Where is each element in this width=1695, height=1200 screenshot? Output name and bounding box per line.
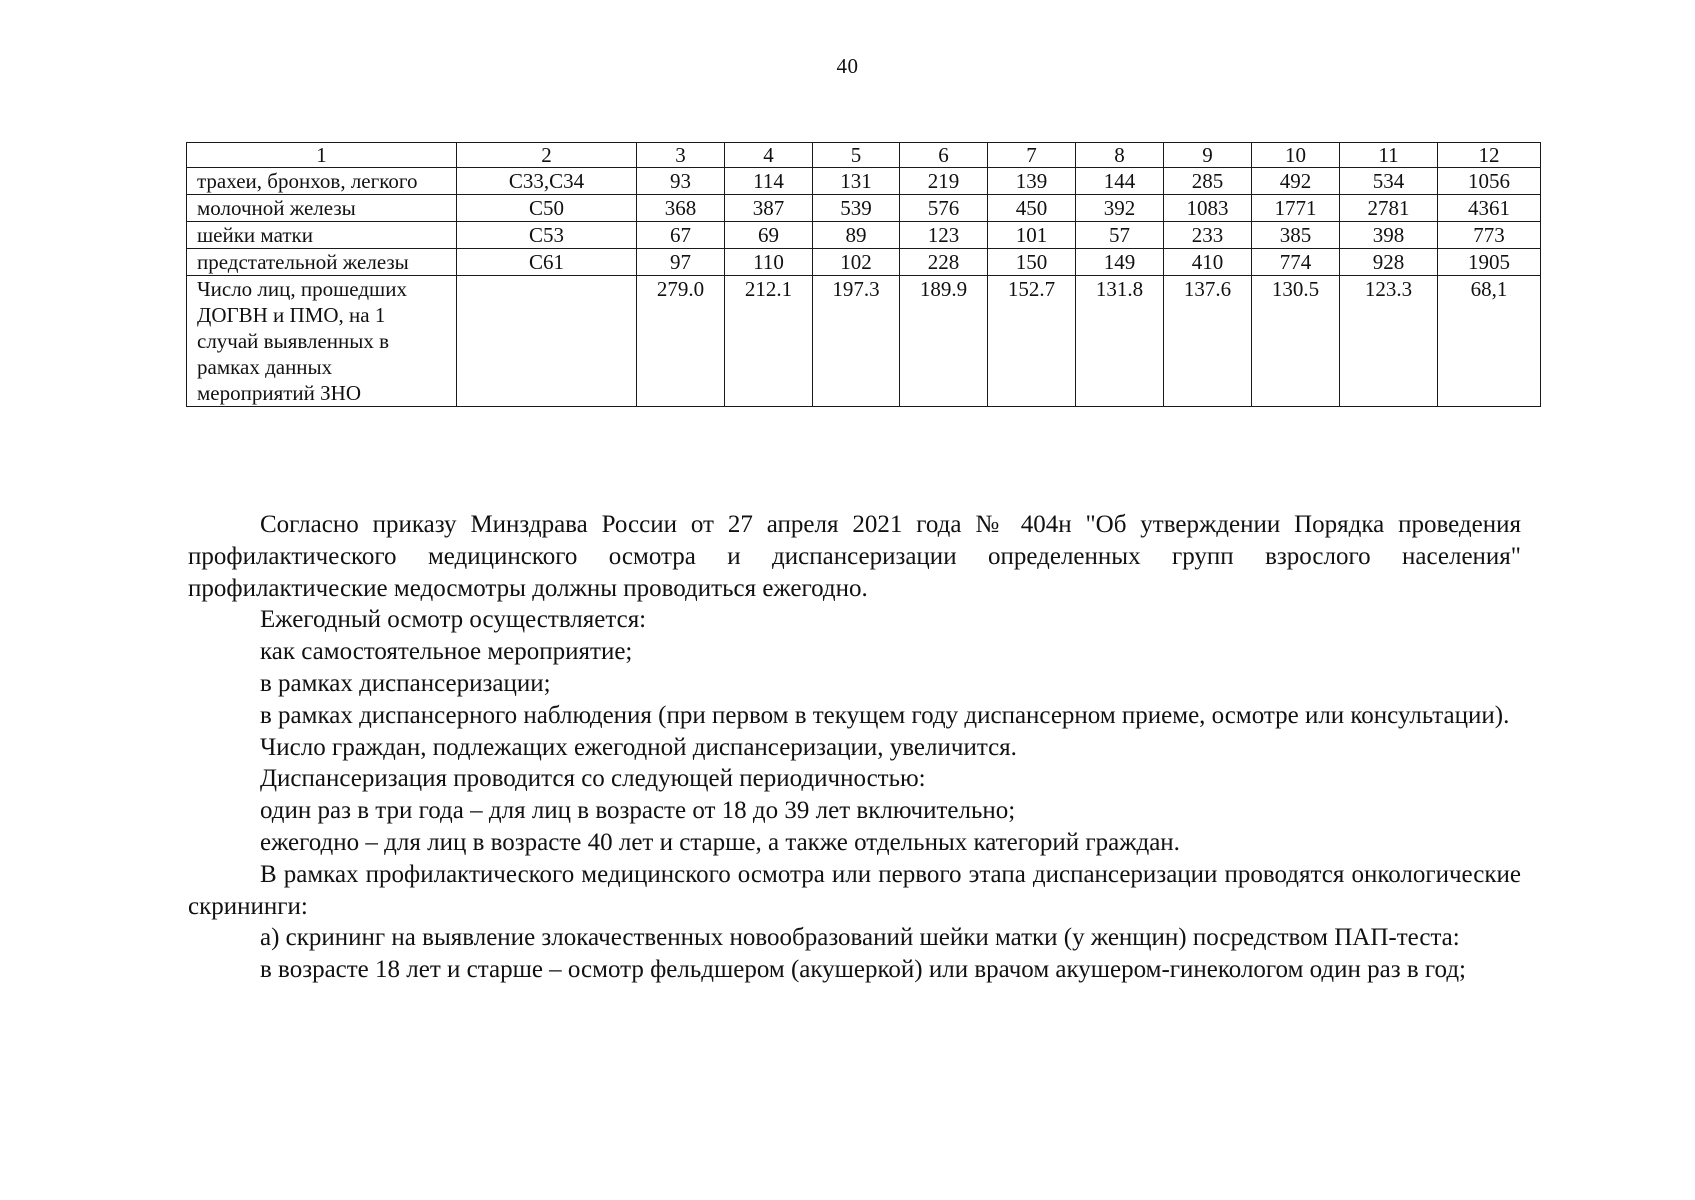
table-header-row xyxy=(187,143,1541,168)
table-cell: 4361 xyxy=(1438,195,1541,222)
table-cell: 149 xyxy=(1076,249,1164,276)
table-cell: 385 xyxy=(1252,222,1340,249)
table-row xyxy=(187,195,1541,222)
table-cell: 410 xyxy=(1164,249,1252,276)
table-cell: 152.7 xyxy=(988,276,1076,407)
table-cell: 150 xyxy=(988,249,1076,276)
column-number: 2 xyxy=(457,143,637,168)
table-cell: 131 xyxy=(813,168,900,195)
paragraph: а) скрининг на выявление злокачественных новообразований шейки матки (у женщин) посредством ПАП-теста: xyxy=(260,924,1460,952)
table-cell: 387 xyxy=(725,195,813,222)
table-cell: 101 xyxy=(988,222,1076,249)
column-number: 8 xyxy=(1076,143,1164,168)
column-number: 3 xyxy=(637,143,725,168)
paragraph: В рамках профилактического медицинского осмотра или первого этапа диспансеризации проводятся онкологические скрининги: xyxy=(188,860,1521,920)
paragraph: как самостоятельное мероприятие; xyxy=(260,638,633,666)
table-cell: 1771 xyxy=(1252,195,1340,222)
table-cell: 368 xyxy=(637,195,725,222)
table-cell: 197.3 xyxy=(813,276,900,407)
column-number: 7 xyxy=(988,143,1076,168)
table-row xyxy=(187,249,1541,276)
table-cell: 534 xyxy=(1340,168,1438,195)
statistics-table xyxy=(186,142,1541,407)
column-number: 5 xyxy=(813,143,900,168)
table-cell: 1905 xyxy=(1438,249,1541,276)
table-cell: 774 xyxy=(1252,249,1340,276)
paragraph: Согласно приказу Минздрава России от 27 апреля 2021 года № 404н "Об утверждении Порядка проведения профилактического медицинского осмотра и диспансеризации определенных групп взрослого населения" профилактические медосмотры должны проводиться ежегодно. xyxy=(188,511,1521,602)
paragraph: Ежегодный осмотр осуществляется: xyxy=(260,606,647,634)
table-cell: 68,1 xyxy=(1438,276,1541,407)
column-number: 9 xyxy=(1164,143,1252,168)
table-cell: 102 xyxy=(813,249,900,276)
table-cell: 97 xyxy=(637,249,725,276)
table-cell: 144 xyxy=(1076,168,1164,195)
table-row xyxy=(187,276,1541,407)
icd-code: С61 xyxy=(457,249,637,276)
paragraph: Диспансеризация проводится со следующей периодичностью: xyxy=(260,765,926,793)
table-cell: 89 xyxy=(813,222,900,249)
table-cell: 576 xyxy=(900,195,988,222)
table-cell: 57 xyxy=(1076,222,1164,249)
table-cell: 123.3 xyxy=(1340,276,1438,407)
row-label: трахеи, бронхов, легкого xyxy=(187,168,457,195)
table-cell: 2781 xyxy=(1340,195,1438,222)
row-label: предстательной железы xyxy=(187,249,457,276)
icd-code xyxy=(457,276,637,407)
paragraph: один раз в три года – для лиц в возрасте от 18 до 39 лет включительно; xyxy=(260,797,1016,825)
table-cell: 123 xyxy=(900,222,988,249)
table-cell: 130.5 xyxy=(1252,276,1340,407)
paragraph: ежегодно – для лиц в возрасте 40 лет и старше, а также отдельных категорий граждан. xyxy=(260,828,1180,856)
table-cell: 228 xyxy=(900,249,988,276)
paragraph: Число граждан, подлежащих ежегодной диспансеризации, увеличится. xyxy=(260,733,1017,761)
table-cell: 492 xyxy=(1252,168,1340,195)
table-cell: 212.1 xyxy=(725,276,813,407)
table-cell: 279.0 xyxy=(637,276,725,407)
row-label: молочной железы xyxy=(187,195,457,222)
row-label: шейки матки xyxy=(187,222,457,249)
column-number: 1 xyxy=(187,143,457,168)
table-cell: 392 xyxy=(1076,195,1164,222)
table-cell: 928 xyxy=(1340,249,1438,276)
column-number: 6 xyxy=(900,143,988,168)
row-label: Число лиц, прошедших ДОГВН и ПМО, на 1 случай выявленных в рамках данных мероприятий ЗНО xyxy=(187,276,457,407)
table-cell: 110 xyxy=(725,249,813,276)
table-cell: 69 xyxy=(725,222,813,249)
paragraph: в возрасте 18 лет и старше – осмотр фельдшером (акушеркой) или врачом акушером-гинекологом один раз в год; xyxy=(260,956,1467,984)
table-cell: 773 xyxy=(1438,222,1541,249)
column-number: 12 xyxy=(1438,143,1541,168)
paragraph: в рамках диспансеризации; xyxy=(260,669,551,697)
paragraph: в рамках диспансерного наблюдения (при первом в текущем году диспансерном приеме, осмотре или консультации). xyxy=(260,701,1510,729)
table-cell: 189.9 xyxy=(900,276,988,407)
table-cell: 93 xyxy=(637,168,725,195)
table-cell: 139 xyxy=(988,168,1076,195)
column-number: 10 xyxy=(1252,143,1340,168)
table-cell: 219 xyxy=(900,168,988,195)
table-row xyxy=(187,168,1541,195)
table-cell: 131.8 xyxy=(1076,276,1164,407)
column-number: 11 xyxy=(1340,143,1438,168)
table-cell: 285 xyxy=(1164,168,1252,195)
table-cell: 137.6 xyxy=(1164,276,1252,407)
table-cell: 233 xyxy=(1164,222,1252,249)
page-number: 40 xyxy=(836,54,859,78)
table-cell: 450 xyxy=(988,195,1076,222)
table-cell: 539 xyxy=(813,195,900,222)
column-number: 4 xyxy=(725,143,813,168)
icd-code: С33,С34 xyxy=(457,168,637,195)
table-cell: 114 xyxy=(725,168,813,195)
icd-code: С50 xyxy=(457,195,637,222)
document-body xyxy=(188,509,1521,986)
table-cell: 398 xyxy=(1340,222,1438,249)
table-cell: 67 xyxy=(637,222,725,249)
table-cell: 1056 xyxy=(1438,168,1541,195)
icd-code: С53 xyxy=(457,222,637,249)
table-row xyxy=(187,222,1541,249)
table-cell: 1083 xyxy=(1164,195,1252,222)
